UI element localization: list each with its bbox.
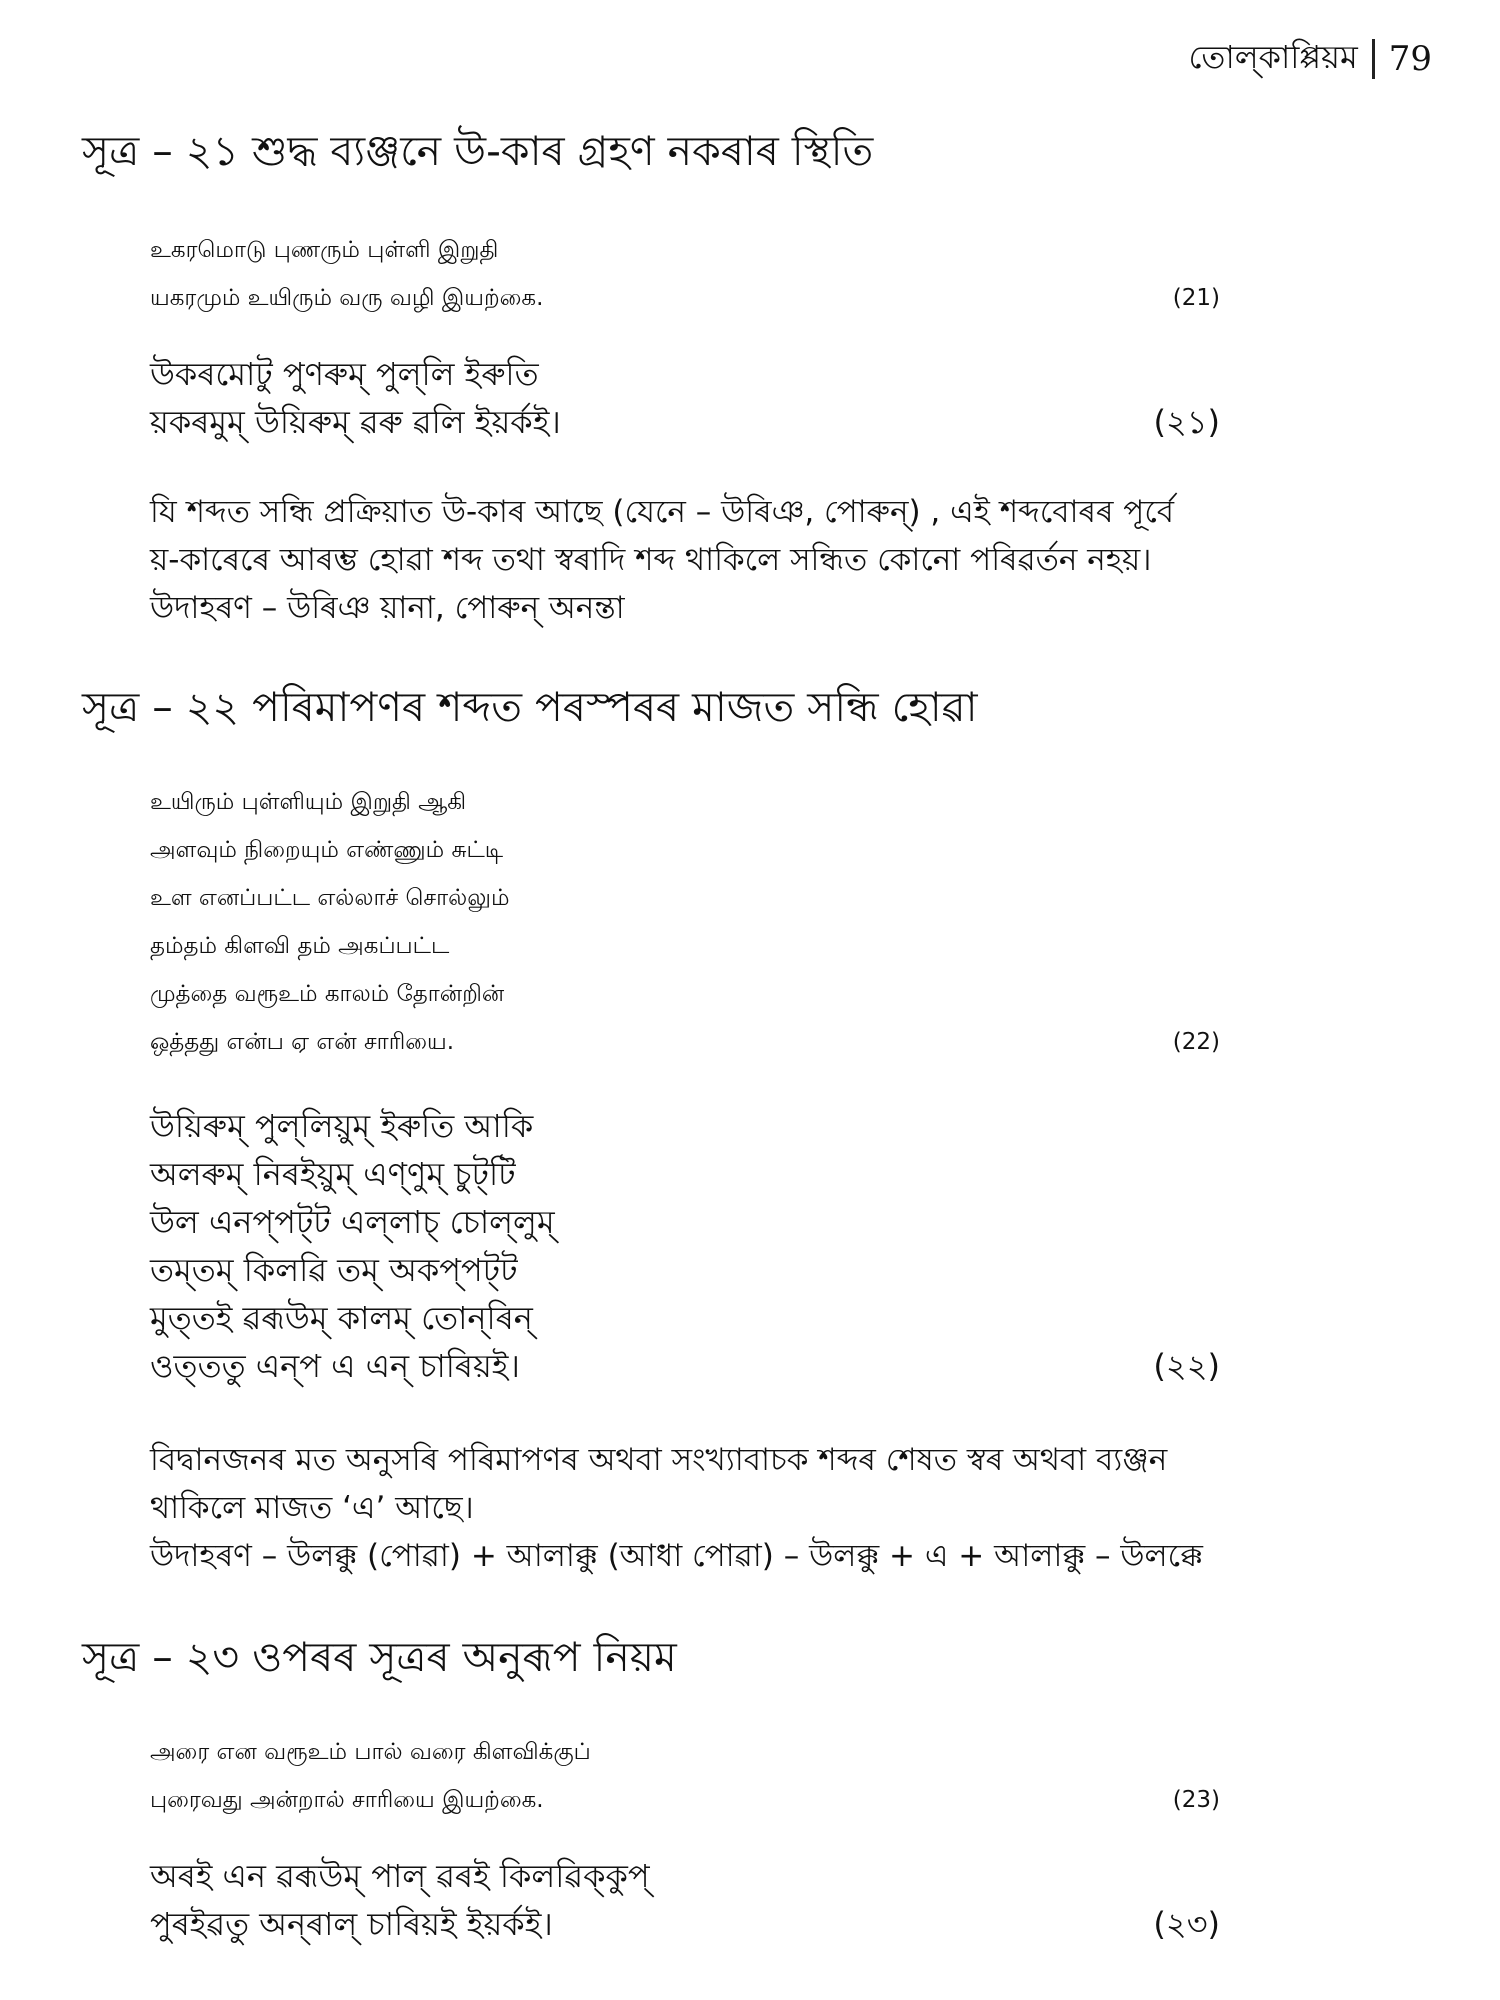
verse-line: উয়িৰুম্‌ পুল্‌লিয়ুম্‌ ইৰুতি আকি bbox=[150, 1107, 534, 1145]
sutra-21-tamil-verse bbox=[150, 226, 1220, 322]
verse-line: உள எனப்பட்ட எல்லாச் சொல்லும் bbox=[150, 885, 510, 911]
sutra-23-assamese-verse bbox=[150, 1852, 1220, 1948]
prose-line: উদাহৰণ – উলক্কু (পোৱা) + আলাক্কু (আধা পোৱা) – উলক্কু + এ + আলাক্কু – উলক্কে bbox=[150, 1538, 1203, 1574]
verse-line: তম্‌তম্‌ কিলৱি তম্‌ অকপ্‌পট্‌ট bbox=[150, 1251, 518, 1289]
sutra-22-heading: সূত্ৰ – ২২ পৰিমাপণৰ শব্দত পৰস্পৰৰ মাজত সন্ধি হোৱা bbox=[82, 683, 978, 731]
sutra-21-assamese-verse bbox=[150, 350, 1220, 446]
prose-line: য়-কাৰেৰে আৰম্ভ হোৱা শব্দ তথা স্বৰাদি শব্দ থাকিলে সন্ধিত কোনো পৰিৱৰ্তন নহয়। bbox=[150, 542, 1152, 578]
verse-number: (22) bbox=[1172, 1029, 1220, 1055]
verse-line: யகரமும் உயிரும் வரு வழி இயற்கை. (21) bbox=[150, 274, 1220, 322]
verse-line: মুত্‌তই ৱৰূউম্‌ কালম্‌ তোন্‌ৰিন্‌ bbox=[150, 1299, 533, 1337]
sutra-23-heading: সূত্ৰ – ২৩ ওপৰৰ সূত্ৰৰ অনুৰূপ নিয়ম bbox=[82, 1633, 677, 1681]
verse-number: (২৩) bbox=[1153, 1905, 1220, 1943]
verse-number: (23) bbox=[1172, 1787, 1220, 1813]
header-divider bbox=[1372, 39, 1375, 79]
sutra-22-tamil-verse bbox=[150, 778, 1220, 1066]
prose-line: যি শব্দত সন্ধি প্ৰক্ৰিয়াত উ-কাৰ আছে (যেনে – উৰিঞ, পোৰুন্‌) , এই শব্দবোৰৰ পূৰ্বে bbox=[150, 494, 1175, 530]
verse-number: (21) bbox=[1172, 285, 1220, 311]
prose-line: উদাহৰণ – উৰিঞ য়ানা, পোৰুন্‌ অনন্তা bbox=[150, 590, 625, 626]
prose-line: বিদ্বানজনৰ মত অনুসৰি পৰিমাপণৰ অথবা সংখ্যাবাচক শব্দৰ শেষত স্বৰ অথবা ব্যঞ্জন bbox=[150, 1442, 1168, 1478]
header-title: তোল্‌কাপ্পিয়ম bbox=[1188, 38, 1358, 76]
verse-line: উকৰমোটু পুণৰুম্‌ পুল্‌লি ইৰুতি bbox=[150, 355, 539, 393]
prose-line: থাকিলে মাজত ‘এ’ আছে। bbox=[150, 1490, 474, 1526]
verse-line: অলৰুম্‌ নিৰইয়ুম্‌ এণ্‌ণুম্‌ চুট্‌টি bbox=[150, 1155, 516, 1193]
verse-line: புரைவது அன்றால் சாரியை இயற்கை. (23) bbox=[150, 1776, 1220, 1824]
sutra-21-explanation bbox=[150, 488, 1430, 632]
verse-line: উল এনপ্‌পট্‌ট এল্‌লাচ্‌ চোল্‌লুম্‌ bbox=[150, 1203, 555, 1241]
verse-line: தம்தம் கிளவி தம் அகப்பட்ட bbox=[150, 933, 450, 959]
verse-line: পুৰইৱতু অন্‌ৰাল্‌ চাৰিয়ই ইয়ৰ্কই। (২৩) bbox=[150, 1900, 1220, 1948]
sutra-21-heading: সূত্ৰ – ২১ শুদ্ধ ব্যঞ্জনে উ-কাৰ গ্ৰহণ নকৰাৰ স্থিতি bbox=[82, 127, 874, 175]
running-header bbox=[1188, 32, 1432, 86]
page-number: 79 bbox=[1388, 39, 1432, 79]
verse-line: অৰই এন ৱৰূউম্‌ পাল্‌ ৱৰই কিলৱিক্‌কুপ্‌ bbox=[150, 1857, 650, 1895]
verse-line: உகரமொடு புணரும் புள்ளி இறுதி bbox=[150, 237, 499, 263]
verse-line: ওত্‌ততু এন্‌প এ এন্‌ চাৰিয়ই। (২২) bbox=[150, 1342, 1220, 1390]
verse-number: (২১) bbox=[1153, 403, 1220, 441]
verse-line: முத்தை வரூஉம் காலம் தோன்றின் bbox=[150, 981, 505, 1007]
verse-line: য়কৰমুম্‌ উয়িৰুম্‌ ৱৰু ৱলি ইয়ৰ্কই। (২১) bbox=[150, 398, 1220, 446]
verse-line: அளவும் நிறையும் எண்ணும் சுட்டி bbox=[150, 837, 504, 863]
sutra-22-explanation bbox=[150, 1436, 1430, 1580]
sutra-22-assamese-verse bbox=[150, 1102, 1220, 1390]
verse-number: (২২) bbox=[1153, 1347, 1220, 1385]
verse-line: ஒத்தது என்ப ஏ என் சாரியை. (22) bbox=[150, 1018, 1220, 1066]
sutra-23-tamil-verse bbox=[150, 1728, 1220, 1824]
verse-line: அரை என வரூஉம் பால் வரை கிளவிக்குப் bbox=[150, 1739, 591, 1765]
verse-line: உயிரும் புள்ளியும் இறுதி ஆகி bbox=[150, 789, 467, 815]
